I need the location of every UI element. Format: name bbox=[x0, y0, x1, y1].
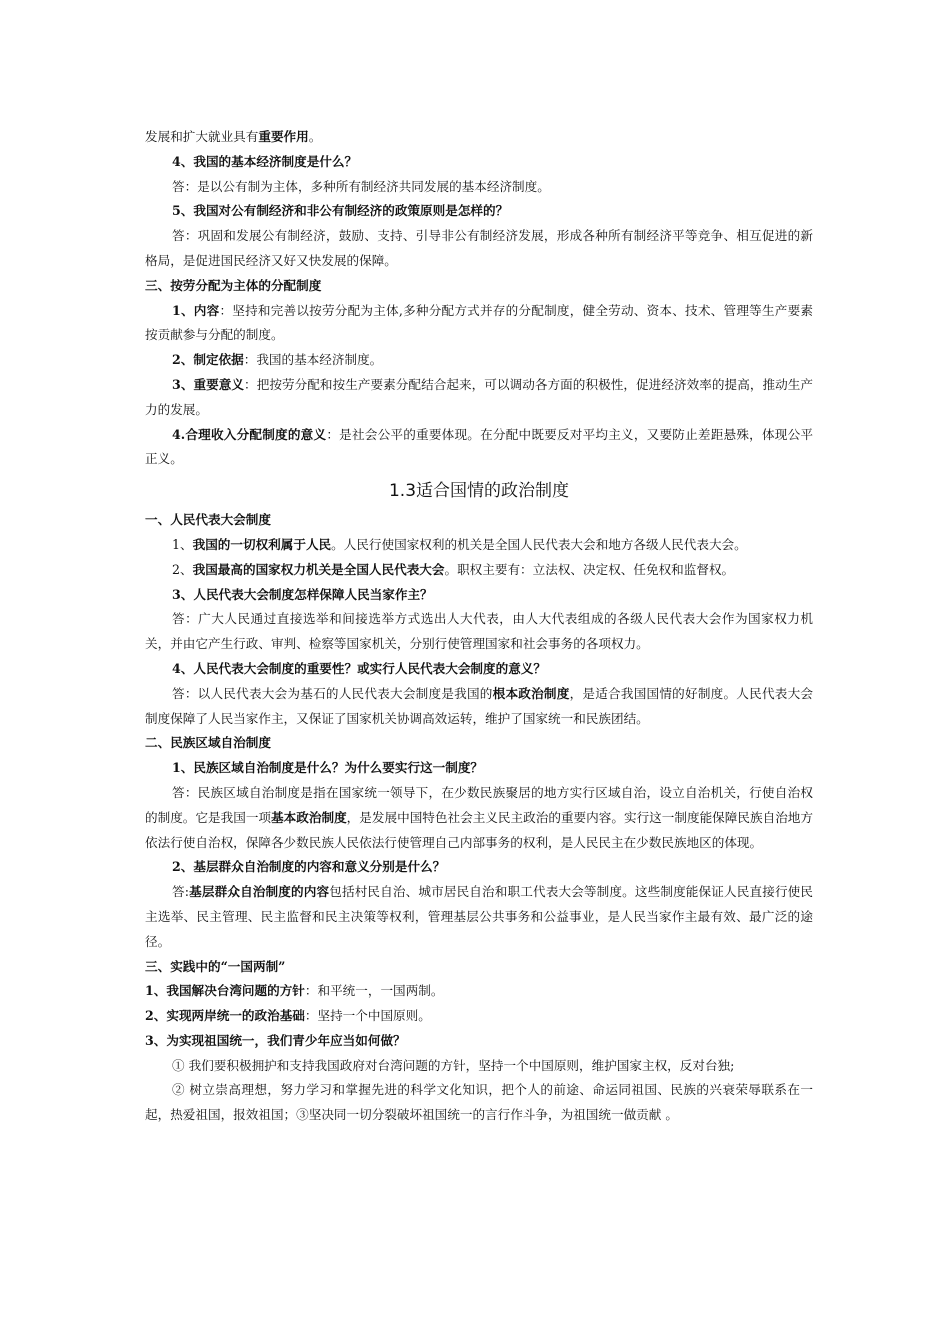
text: 答：以人民代表大会为基石的人民代表大会制度是我国的 bbox=[172, 685, 493, 701]
paragraph bbox=[145, 558, 813, 583]
answer-paragraph: 答：广大人民通过直接选举和间接选举方式选出人大代表，由人大代表组成的各级人民代表大会作为国家权力机关，并由它产生行政、审判、检察等国家机关，分别行使管理国家和社会事务的各项权力。 bbox=[145, 611, 813, 652]
paragraph bbox=[145, 533, 813, 558]
question-heading: 3、人民代表大会制度怎样保障人民当家作主？ bbox=[172, 586, 433, 602]
text: ，是适合我国国情的好制度。人民代表大会制度保障了人民当家作主，又保证了国家机关协调高效运转，维护了国家统一和民族团结。 bbox=[145, 685, 814, 726]
text: ，是发展中国特色社会主义民主政治的重要内容。实行这一制度能保障民族自治地方依法行使自治权，保障各少数民族人民依法行使管理自己内部事务的权利，是人民民主在少数民族地区的体现。 bbox=[145, 809, 814, 850]
document-page bbox=[145, 125, 813, 1128]
question-heading: 5、我国对公有制经济和非公有制经济的政策原则是怎样的？ bbox=[172, 203, 509, 219]
answer-paragraph bbox=[145, 880, 813, 954]
text: 发展和扩大就业具有 bbox=[145, 129, 259, 144]
paragraph bbox=[145, 373, 813, 423]
answer-paragraph: 答：是以公有制为主体，多种所有制经济共同发展的基本经济制度。 bbox=[172, 178, 550, 194]
text: ：坚持一个中国原则。 bbox=[304, 1008, 431, 1024]
text: 。职权主要有：立法权、决定权、任免权和监督权。 bbox=[444, 561, 735, 577]
answer-paragraph bbox=[145, 682, 813, 732]
answer-paragraph: 答：巩固和发展公有制经济，鼓励、支持、引导非公有制经济发展，形成各种所有制经济平等竞争、相互促进的新格局，是促进国民经济又好又快发展的保障。 bbox=[145, 228, 813, 268]
bold-text: 我国最高的国家权力机关是全国人民代表大会 bbox=[192, 561, 445, 577]
question-heading: 4、人民代表大会制度的重要性？或实行人民代表大会制度的意义？ bbox=[172, 660, 546, 676]
bold-text: 2、实现两岸统一的政治基础 bbox=[145, 1008, 305, 1024]
text: ：和平统一，一国两制。 bbox=[304, 983, 444, 999]
text: ：坚持和完善以按劳分配为主体,多种分配方式并存的分配制度，健全劳动、资本、技术、管理等生产要素按贡献参与分配的制度。 bbox=[145, 302, 813, 343]
bold-text: 基本政治制度 bbox=[271, 809, 347, 825]
bold-text: 基层群众自治制度的内容 bbox=[188, 884, 330, 900]
paragraph bbox=[145, 1004, 813, 1029]
chapter-title: 1.3适合国情的政治制度 bbox=[388, 481, 570, 502]
paragraph bbox=[145, 125, 813, 150]
answer-paragraph bbox=[145, 781, 813, 855]
list-item: ① 我们要积极拥护和支持我国政府对台湾问题的方针，坚持一个中国原则，维护国家主权，反对台独; bbox=[172, 1057, 735, 1073]
question-heading: 2、基层群众自治制度的内容和意义分别是什么？ bbox=[172, 859, 446, 875]
section-heading: 三、实践中的“一国两制” bbox=[145, 958, 286, 974]
bold-text: 根本政治制度 bbox=[492, 685, 570, 701]
list-item: ② 树立崇高理想，努力学习和掌握先进的科学文化知识，把个人的前途、命运同祖国、民族的兴衰荣辱联系在一起，热爱祖国，报效祖国；③坚决同一切分裂破坏祖国统一的言行作斗争，为祖国统一做贡献 。 bbox=[145, 1082, 813, 1123]
paragraph bbox=[145, 423, 813, 473]
text: ：是社会公平的重要体现。在分配中既要反对平均主义，又要防止差距悬殊，体现公平正义。 bbox=[145, 426, 813, 467]
text: 包括村民自治、城市居民自治和职工代表大会等制度。这些制度能保证人民直接行使民主选举、民主管理、民主监督和民主决策等权利，管理基层公共事务和公益事业，是人民当家作主最有效、最广泛的途径。 bbox=[145, 884, 814, 949]
bold-text: 1、我国解决台湾问题的方针 bbox=[145, 983, 305, 999]
bold-text: 我国的一切权利属于人民 bbox=[192, 536, 332, 552]
text: 1、 bbox=[172, 536, 193, 552]
text: ：我国的基本经济制度。 bbox=[243, 352, 383, 368]
bold-text: 重要作用 bbox=[258, 129, 309, 144]
question-heading: 1、民族区域自治制度是什么？为什么要实行这一制度？ bbox=[172, 760, 484, 776]
text: 。人民行使国家权利的机关是全国人民代表大会和地方各级人民代表大会。 bbox=[331, 536, 747, 552]
section-heading: 一、人民代表大会制度 bbox=[145, 512, 271, 528]
paragraph bbox=[145, 979, 813, 1004]
text: 答: bbox=[172, 884, 189, 900]
section-heading: 三、按劳分配为主体的分配制度 bbox=[145, 277, 322, 293]
paragraph bbox=[145, 348, 813, 373]
paragraph bbox=[145, 299, 813, 349]
text: 。 bbox=[308, 129, 322, 144]
bold-text: 2、制定依据 bbox=[172, 352, 244, 368]
bold-text: 1、内容 bbox=[172, 302, 220, 318]
text: 2、 bbox=[172, 561, 193, 577]
question-heading: 4、我国的基本经济制度是什么？ bbox=[172, 153, 358, 169]
bold-text: 4.合理收入分配制度的意义 bbox=[172, 426, 327, 442]
section-heading: 二、民族区域自治制度 bbox=[145, 735, 271, 751]
text: 答：民族区域自治制度是指在国家统一领导下，在少数民族聚居的地方实行区域自治，设立自治机关，行使自治权的制度。它是我国一项 bbox=[145, 784, 813, 825]
text: ：把按劳分配和按生产要素分配结合起来，可以调动各方面的积极性，促进经济效率的提高，推动生产力的发展。 bbox=[145, 376, 814, 417]
bold-text: 3、重要意义 bbox=[172, 376, 245, 392]
question-heading: 3、为实现祖国统一，我们青少年应当如何做？ bbox=[145, 1032, 406, 1048]
